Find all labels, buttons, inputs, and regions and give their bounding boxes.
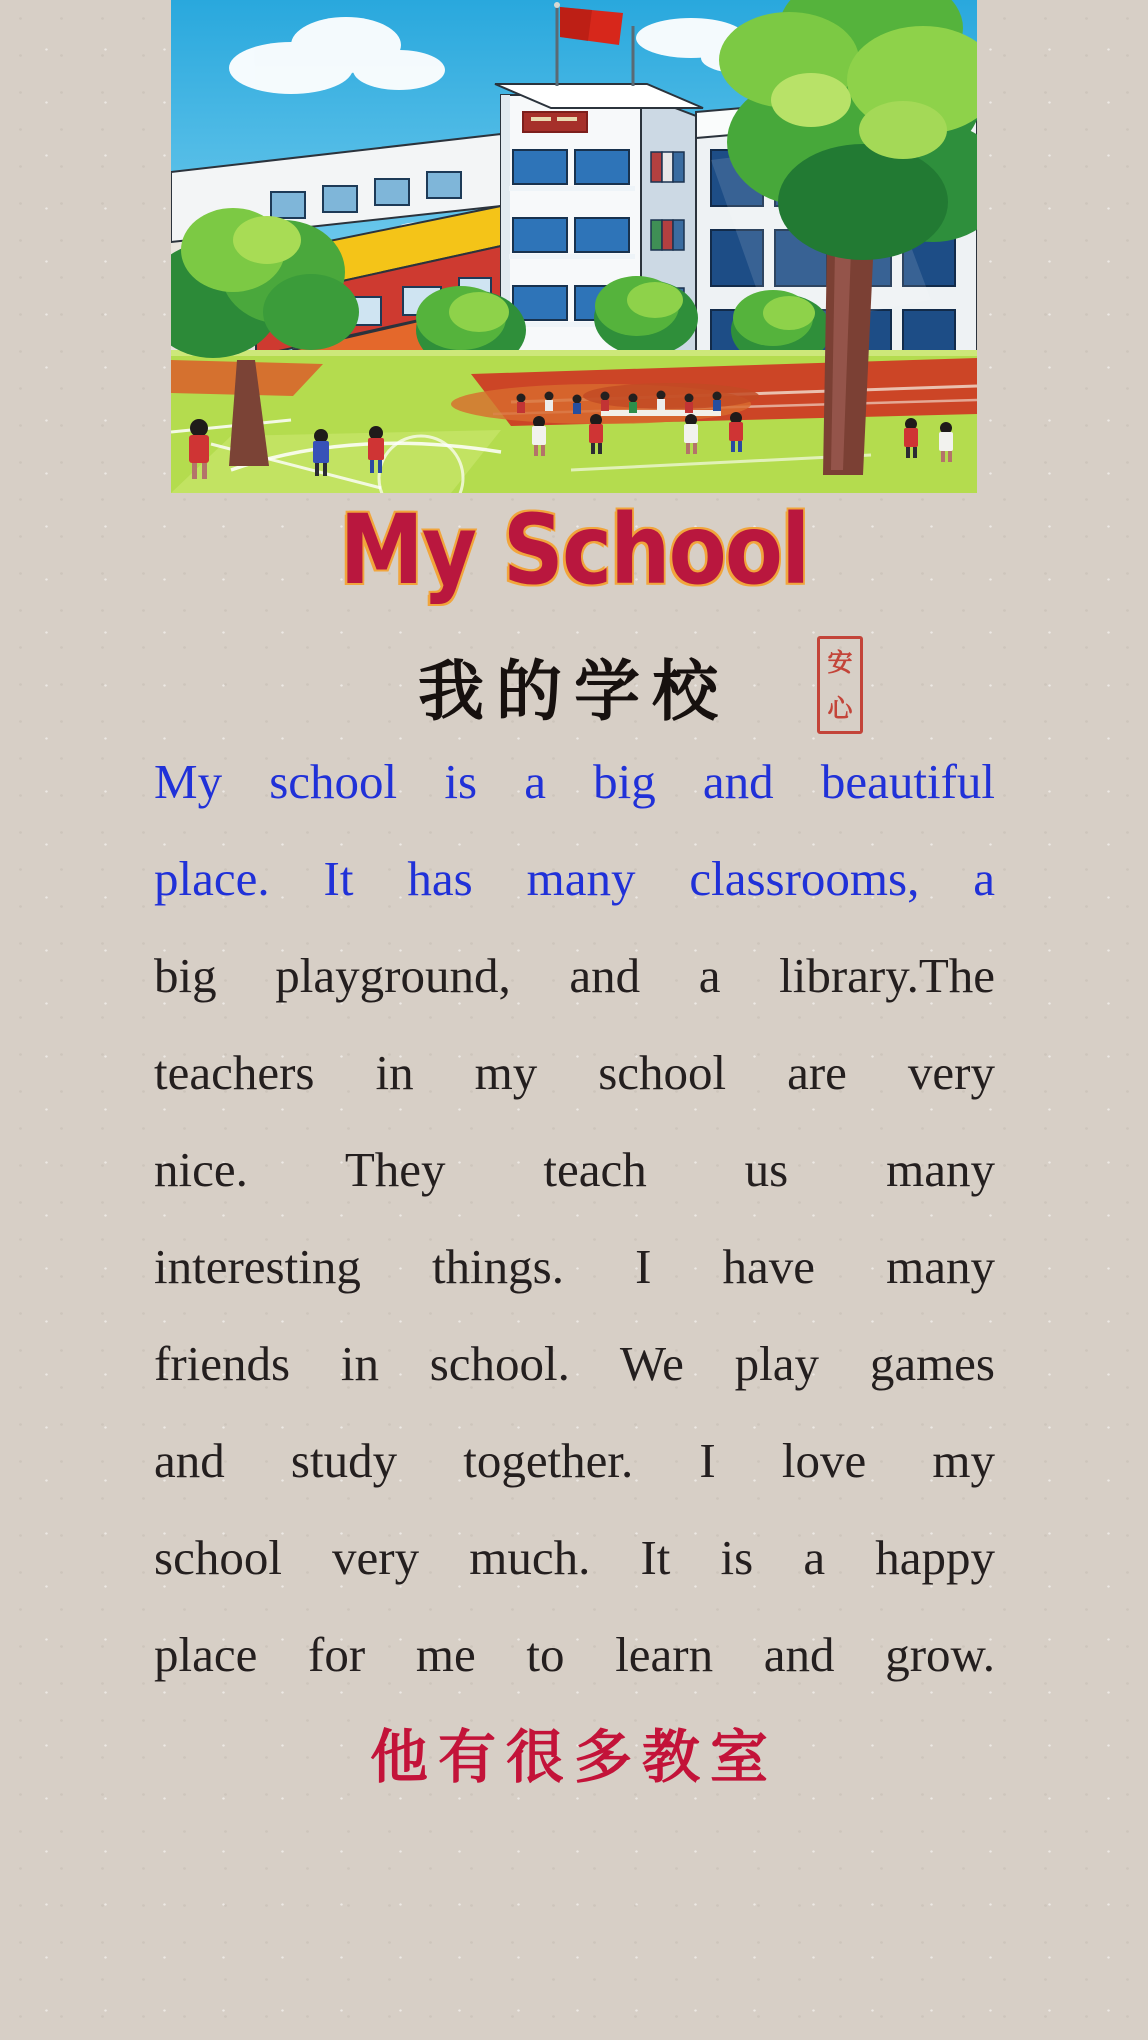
essay-line: and study together. I love my bbox=[154, 1433, 995, 1488]
essay-line: big playground, and a library.The bbox=[154, 948, 995, 1003]
footer-chinese: 他有很多教室 bbox=[369, 1723, 778, 1791]
tower-banner bbox=[523, 112, 587, 132]
page-title: My School bbox=[339, 494, 809, 606]
subtitle-chinese: 我的学校 bbox=[418, 653, 730, 730]
essay-line: interesting things. I have many bbox=[154, 1239, 995, 1294]
essay-line: friends in school. We play games bbox=[154, 1336, 995, 1391]
essay-line: place. It has many classrooms, a bbox=[154, 851, 995, 906]
essay-line: nice. They teach us many bbox=[154, 1142, 995, 1197]
essay-line: school very much. It is a happy bbox=[154, 1530, 995, 1585]
essay-line: teachers in my school are very bbox=[154, 1045, 995, 1100]
essay-paragraph bbox=[154, 733, 995, 1703]
school-photo bbox=[171, 0, 977, 493]
essay-line: place for me to learn and grow. bbox=[154, 1627, 995, 1682]
seal-char-top: 安 bbox=[827, 647, 853, 677]
seal-char-bottom: 心 bbox=[827, 693, 853, 723]
school-illustration bbox=[171, 0, 977, 493]
essay-line: My school is a big and beautiful bbox=[154, 754, 995, 809]
seal-stamp bbox=[817, 636, 863, 734]
